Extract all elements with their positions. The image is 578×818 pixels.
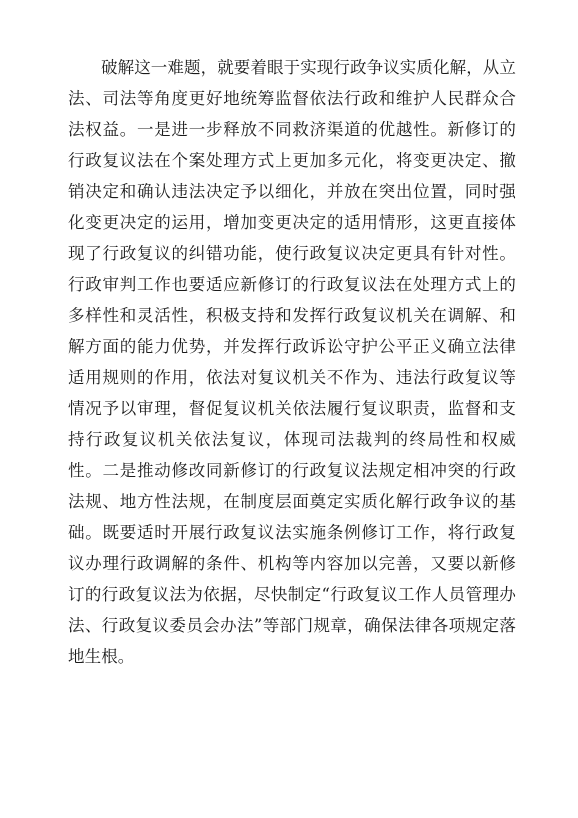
body-paragraph: 破解这一难题，就要着眼于实现行政争议实质化解，从立法、司法等角度更好地统筹监督依法行政和维护人民群众合法权益。一是进一步释放不同救济渠道的优越性。新修订的行政复议法在个案处理方式上更加多元化，将变更决定、撤销决定和确认违法决定予以细化，并放在突出位置，同时强化变更决定的运用，增加变更决定的适用情形，这更直接体现了行政复议的纠错功能，使行政复议决定更具有针对性。行政审判工作也要适应新修订的行政复议法在处理方式上的多样性和灵活性，积极支持和发挥行政复议机关在调解、和解方面的能力优势，并发挥行政诉讼守护公平正义确立法律适用规则的作用，依法对复议机关不作为、违法行政复议等情况予以审理，督促复议机关依法履行复议职责，监督和支持行政复议机关依法复议，体现司法裁判的终局性和权威性。二是推动修改同新修订的行政复议法规定相冲突的行政法规、地方性法规，在制度层面奠定实质化解行政争议的基础。既要适时开展行政复议法实施条例修订工作，将行政复议办理行政调解的条件、机构等内容加以完善，又要以新修订的行政复议法为依据，尽快制定“行政复议工作人员管理办法、行政复议委员会办法”等部门规章，确保法律各项规定落地生根。 bbox=[68, 58, 516, 666]
